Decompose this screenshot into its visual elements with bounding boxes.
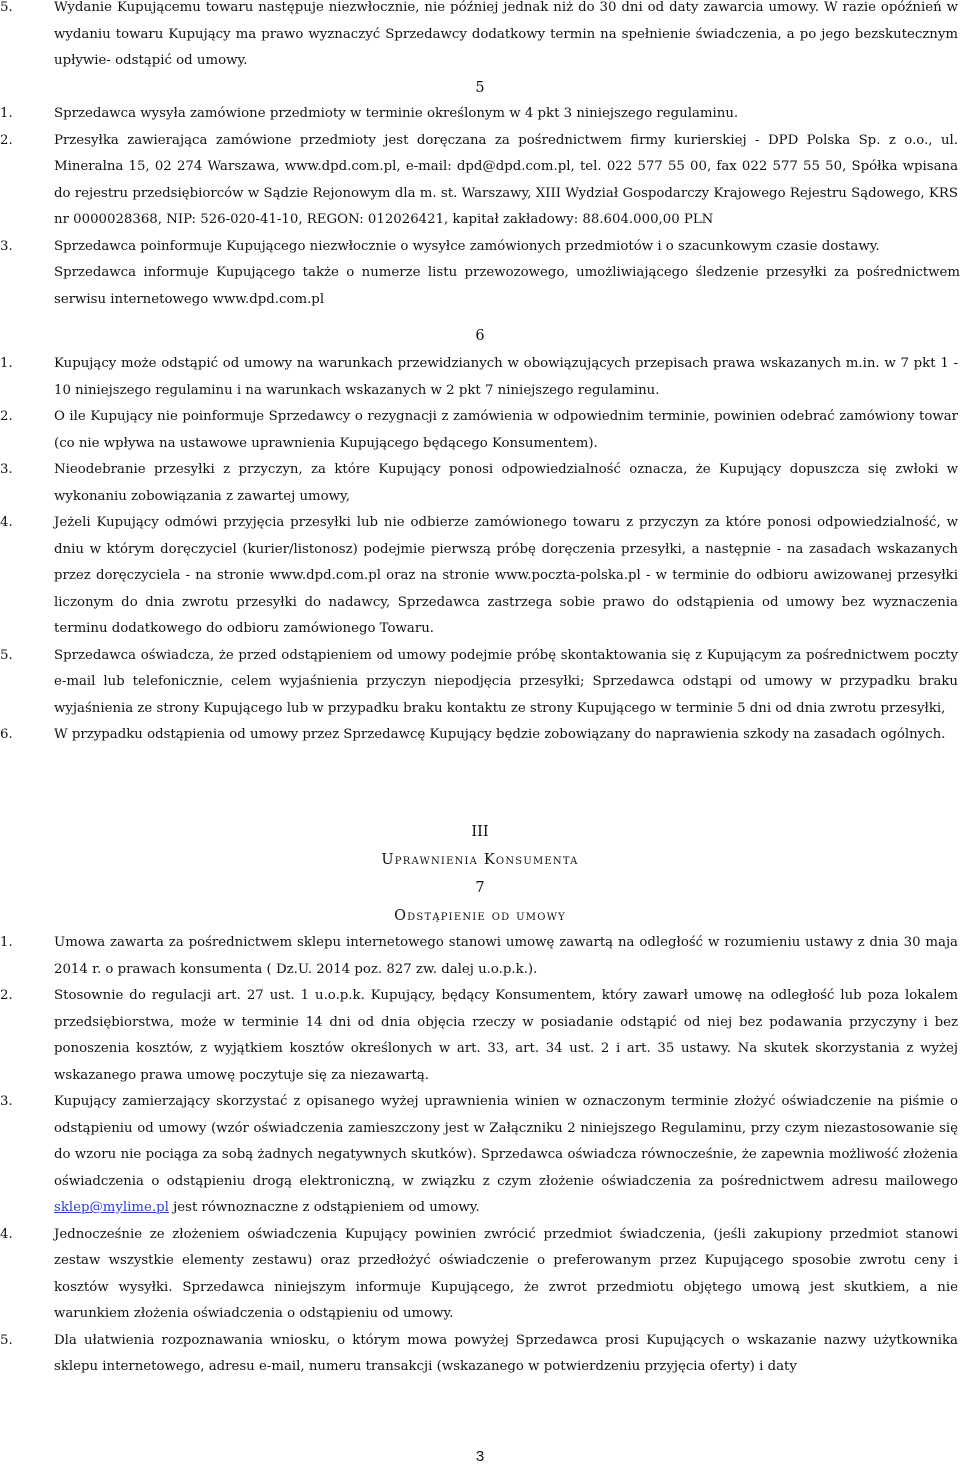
list-item: 2. O ile Kupujący nie poinformuje Sprzedawcy o rezygnacji z zamówienia w odpowiednim terminie, powinien odebrać zamówiony towar (co nie wpływa na ustawowe uprawnienia Kupującego będącego Konsumentem). bbox=[0, 409, 958, 451]
list-item: 1. Sprzedawca wysyła zamówione przedmioty w terminie określonym w 4 pkt 3 niniejszego regulaminu. bbox=[0, 106, 739, 121]
list-item: 3. Nieodebranie przesyłki z przyczyn, za które Kupujący ponosi odpowiedzialność oznacza, że Kupujący dopuszcza się zwłoki w wykonaniu zobowiązania z zawartej umowy, bbox=[0, 462, 958, 504]
section-6 bbox=[0, 351, 960, 749]
list-item: 1. Kupujący może odstąpić od umowy na warunkach przewidzianych w obowiązujących przepisach prawa wskazanych m.in. w 7 pkt 1 - 10 niniejszego regulaminu i na warunkach wskazanych w 2 pkt 7 niniejszego regulaminu. bbox=[0, 356, 958, 398]
list-item: 2. Stosownie do regulacji art. 27 ust. 1 u.o.p.k. Kupujący, będący Konsumentem, który zawarł umowę na odległość lub poza lokalem przedsiębiorstwa, może w terminie 14 dni od dnia objęcia rzeczy w posiadanie odstąpić od niej bez podawania przyczyny i bez ponoszenia kosztów, z wyjątkiem kosztów określonych w art. 33, art. 34 ust. 2 i art. 35 ustawy. Na skutek skorzystania z wyżej wskazanego prawa umowę poczytuje się za niezawartą. bbox=[0, 988, 958, 1083]
section-6-title: 6 bbox=[475, 328, 485, 344]
list-item: 1. Umowa zawarta za pośrednictwem sklepu internetowego stanowi umowę zawartą na odległość w rozumieniu ustawy z dnia 30 maja 2014 r. o prawach konsumenta ( Dz.U. 2014 poz. 827 zw. dalej u.o.p.k.). bbox=[0, 935, 958, 977]
list-item: 5. Sprzedawca oświadcza, że przed odstąpieniem od umowy podejmie próbę skontaktowania się z Kupującym za pośrednictwem poczty e-mail lub telefonicznie, celem wyjaśnienia przyczyn niepodjęcia przesyłki; Sprzedawca odstąpi od umowy w przypadku braku wyjaśnienia ze strony Kupującego lub w przypadku braku kontaktu ze strony Kupującego w terminie 5 dni od dnia zwrotu przesyłki, bbox=[0, 647, 958, 716]
list-item: 6. W przypadku odstąpienia od umowy przez Sprzedawcę Kupujący będzie zobowiązany do naprawienia szkody na zasadach ogólnych. bbox=[0, 727, 946, 742]
list-item: 3. Kupujący zamierzający skorzystać z opisanego wyżej uprawnienia winien w oznaczonym terminie złożyć oświadczenie na piśmie o odstąpieniu od umowy (wzór oświadczenia zamieszczony jest w Załączniku 2 niniejszego Regulaminu, przy czym niezastosowanie się do wzoru nie pociąga za sobą żadnych negatywnych skutków). Sprzedawca oświadcza równocześnie, że zapewnia możliwość złożenia oświadczenia o odstąpieniu drogą elektroniczną, w związku z czym złożenie oświadczenia za pośrednictwem adresu mailowego sklep@mylime.pl jest równoznaczne z odstąpieniem od umowy. bbox=[0, 1094, 958, 1215]
chapter-number: III bbox=[471, 824, 489, 840]
section-5-title: 5 bbox=[475, 80, 485, 96]
list-item: 2. Przesyłka zawierająca zamówione przedmioty jest doręczana za pośrednictwem firmy kurierskiej - DPD Polska Sp. z o.o., ul. Mineralna 15, 02 274 Warszawa, www.dpd.com.pl, e-mail: dpd@dpd.com.pl, tel. 022 577 55 00, fax 022 577 55 50, Spółka wpisana do rejestru przedsiębiorców w Sądzie Rejonowym dla m. st. Warszawy, XIII Wydział Gospodarczy Krajowego Rejestru Sądowego, KRS nr 0000028368, NIP: 526-020-41-10, REGON: 012026421, kapitał zakładowy: 88.604.000,00 PLN bbox=[0, 132, 958, 227]
section-7-title: 7 bbox=[475, 880, 485, 896]
list-item: 4. Jednocześnie ze złożeniem oświadczenia Kupujący powinien zwrócić przedmiot świadczenia, (jeśli zakupiony przedmiot stanowi zestaw wszystkie elementy zestawu) oraz przedłożyć oświadczenie o preferowanym przez Kupującego sposobie zwrotu ceny i kosztów wysyłki. Sprzedawca niniejszym informuje Kupującego, że zwrot przedmiotu objętego umową jest skutkiem, a nie warunkiem złożenia oświadczenia o odstąpieniu od umowy. bbox=[0, 1226, 958, 1321]
section-7 bbox=[0, 930, 960, 1381]
paragraph: Sprzedawca informuje Kupującego także o numerze listu przewozowego, umożliwiającego śledzenie przesyłki za pośrednictwem serwisu internetowego www.dpd.com.pl bbox=[54, 265, 960, 307]
clause-text: Wydanie Kupującemu towaru następuje niezwłocznie, nie później jednak niż do 30 dni od daty zawarcia umowy. W razie opóźnień w wydaniu towaru Kupujący ma prawo wyznaczyć Sprzedawcy dodatkowy termin na spełnienie świadczenia, a po jego bezskutecznym upływie- odstąpić od umowy. bbox=[54, 0, 958, 68]
section-7-subtitle: Odstąpienie od umowy bbox=[394, 908, 566, 924]
page-number: 3 bbox=[475, 1448, 485, 1465]
chapter-title: Uprawnienia Konsumenta bbox=[381, 852, 579, 868]
list-item: 3. Sprzedawca poinformuje Kupującego niezwłocznie o wysyłce zamówionych przedmiotów i o szacunkowym czasie dostawy. bbox=[0, 238, 880, 254]
clause-5: 5. Wydanie Kupującemu towaru następuje niezwłocznie, nie później jednak niż do 30 dni od daty zawarcia umowy. W razie opóźnień w wydaniu towaru Kupujący ma prawo wyznaczyć Sprzedawcy dodatkowy termin na spełnienie świadczenia, a po jego bezskutecznym upływie- odstąpić od umowy. bbox=[0, 0, 958, 68]
section-5 bbox=[0, 101, 960, 313]
list-item: 5. Dla ułatwienia rozpoznawania wniosku, o którym mowa powyżej Sprzedawca prosi Kupujących o wskazanie nazwy użytkownika sklepu internetowego, adresu e-mail, numeru transakcji (wskazanego w potwierdzeniu przyjęcia oferty) i daty bbox=[0, 1332, 958, 1374]
email-link[interactable]: sklep@mylime.pl bbox=[54, 1200, 169, 1215]
list-item: 4. Jeżeli Kupujący odmówi przyjęcia przesyłki lub nie odbierze zamówionego towaru z przyczyn za które ponosi odpowiedzialność, w dniu w którym doręczyciel (kurier/listonosz) podejmie pierwszą próbę doręczenia przesyłki, a następnie - na zasadach wskazanych przez doręczyciela - na stronie www.dpd.com.pl oraz na stronie www.poczta-polska.pl - w terminie do odbioru awizowanej przesyłki liczonym do dnia zwrotu przesyłki do nadawcy, Sprzedawca zastrzega sobie prawo do odstąpienia od umowy bez wyznaczenia terminu dodatkowego do odbioru zamówionego Towaru. bbox=[0, 515, 958, 636]
